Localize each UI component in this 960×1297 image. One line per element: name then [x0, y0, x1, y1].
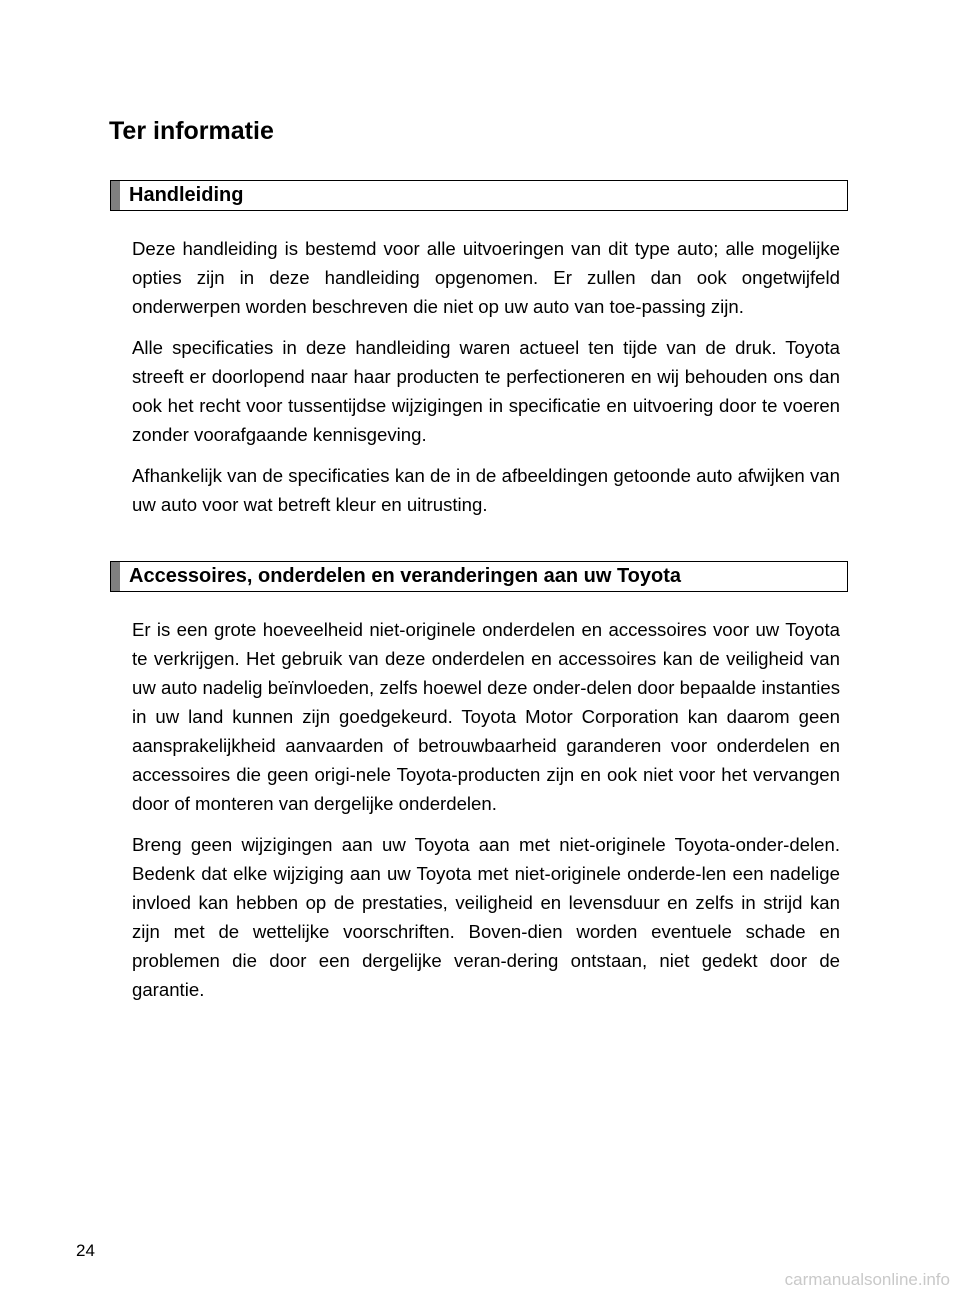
- section-body-handleiding: [132, 234, 840, 531]
- paragraph-handleiding-3: Afhankelijk van de specificaties kan de in de afbeeldingen getoonde auto afwijken van uw auto voor wat betreft kleur en uitrusting.: [132, 465, 840, 515]
- section-header-accessoires: [110, 561, 848, 592]
- section-header-bar: [111, 562, 120, 591]
- section-heading-handleiding: Handleiding: [129, 184, 244, 206]
- section-header-bar: [111, 181, 120, 210]
- section-header-handleiding: [110, 180, 848, 211]
- section-heading-accessoires: Accessoires, onderdelen en veranderingen aan uw Toyota: [129, 565, 682, 587]
- page-number: 24: [76, 1241, 95, 1260]
- paragraph-handleiding-2: Alle specificaties in deze handleiding waren actueel ten tijde van de druk. Toyota streeft er doorlopend naar haar producten te perfectioneren en wij behouden ons dan ook het recht voor tussentijdse wijzigingen in specificatie en uitvoering door te voeren zonder voorafgaande kennisgeving.: [132, 337, 840, 445]
- watermark-link[interactable]: carmanualsonline.info: [784, 1270, 950, 1289]
- section-body-accessoires: [132, 615, 840, 1016]
- paragraph-accessoires-1: Er is een grote hoeveelheid niet-originele onderdelen en accessoires voor uw Toyota te verkrijgen. Het gebruik van deze onderdelen en accessoires kan de veiligheid van uw auto nadelig beïnvloeden, zelfs hoewel deze onder-delen door bepaalde instanties in uw land kunnen zijn goedgekeurd. Toyota Motor Corporation kan daarom geen aansprakelijkheid aanvaarden of betrouwbaarheid garanderen voor onderdelen en accessoires die geen origi-nele Toyota-producten zijn en ook niet voor het vervangen door of monteren van dergelijke onderdelen.: [132, 619, 840, 814]
- page-title: Ter informatie: [109, 117, 274, 145]
- paragraph-handleiding-1: Deze handleiding is bestemd voor alle uitvoeringen van dit type auto; alle mogelijke opties zijn in deze handleiding opgenomen. Er zullen dan ook ongetwijfeld onderwerpen worden beschreven die niet op uw auto van toe-passing zijn.: [132, 238, 840, 317]
- paragraph-accessoires-2: Breng geen wijzigingen aan uw Toyota aan met niet-originele Toyota-onder-delen. Bedenk dat elke wijziging aan uw Toyota met niet-originele onderde-len een nadelige invloed kan hebben op de prestaties, veiligheid en levensduur en zelfs in strijd kan zijn met de wettelijke voorschriften. Boven-dien worden eventuele schade en problemen die door een dergelijke veran-dering ontstaan, niet gedekt door de garantie.: [132, 834, 840, 1000]
